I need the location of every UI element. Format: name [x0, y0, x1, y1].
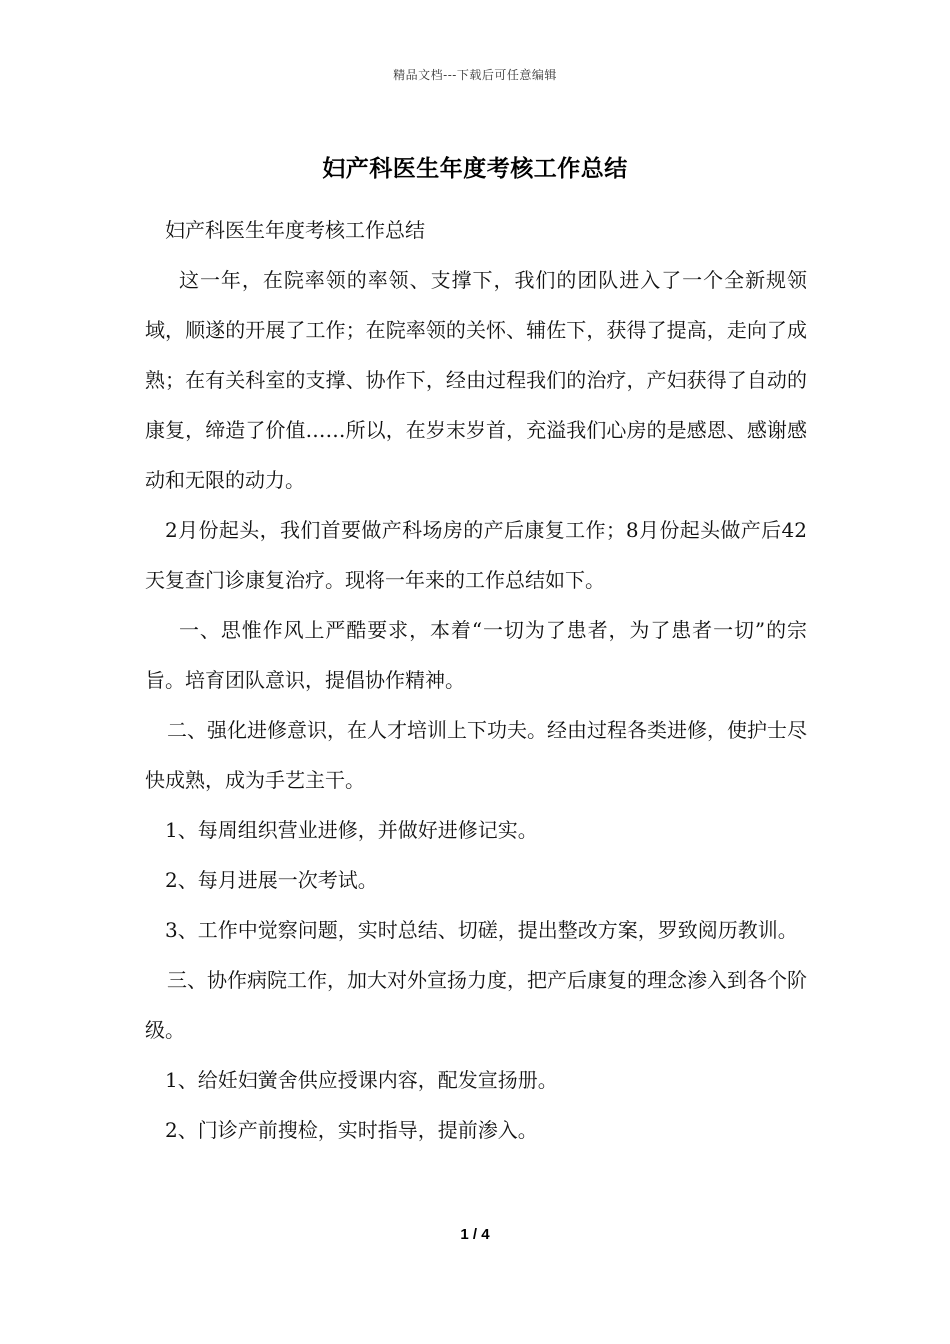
page-number: 1 / 4 [460, 1226, 490, 1243]
list-item: 2、每月进展一次考试。 [165, 868, 378, 892]
intro-paragraph: 这一年，在院率领的率领、支撑下，我们的团队进入了一个全新规领域，顺遂的开展了工作；在院率领的关怀、辅佐下，获得了提高，走向了成熟；在有关科室的支撑、协作下，经由过程我们的治疗，产妇获得了自动的康复，缔造了价值……所以，在岁末岁首，充溢我们心房的是感恩、感谢感动和无限的动力。 [145, 268, 807, 492]
section-two-paragraph: 二、强化进修意识，在人才培训上下功夫。经由过程各类进修，使护士尽快成熟，成为手艺主干。 [145, 718, 807, 792]
list-item: 1、每周组织营业进修，并做好进修记实。 [165, 818, 538, 842]
document-title: 妇产科医生年度考核工作总结 [322, 155, 628, 182]
document-body [145, 205, 807, 1155]
section-three-paragraph: 三、协作病院工作，加大对外宣扬力度，把产后康复的理念渗入到各个阶级。 [145, 968, 807, 1042]
page-header: 精品文档---下载后可任意编辑 [393, 68, 557, 82]
list-item: 2、门诊产前搜检，实时指导，提前渗入。 [165, 1118, 538, 1142]
subtitle-paragraph: 妇产科医生年度考核工作总结 [165, 218, 425, 242]
list-item: 3、工作中觉察问题，实时总结、切磋，提出整改方案，罗致阅历教训。 [165, 918, 798, 942]
schedule-paragraph: 2月份起头，我们首要做产科场房的产后康复工作；8月份起头做产后42天复查门诊康复治疗。现将一年来的工作总结如下。 [145, 518, 807, 592]
section-one-paragraph: 一、思惟作风上严酷要求，本着“一切为了患者，为了患者一切”的宗旨。培育团队意识，提倡协作精神。 [145, 618, 807, 692]
list-item: 1、给妊妇黉舍供应授课内容，配发宣扬册。 [165, 1068, 558, 1092]
